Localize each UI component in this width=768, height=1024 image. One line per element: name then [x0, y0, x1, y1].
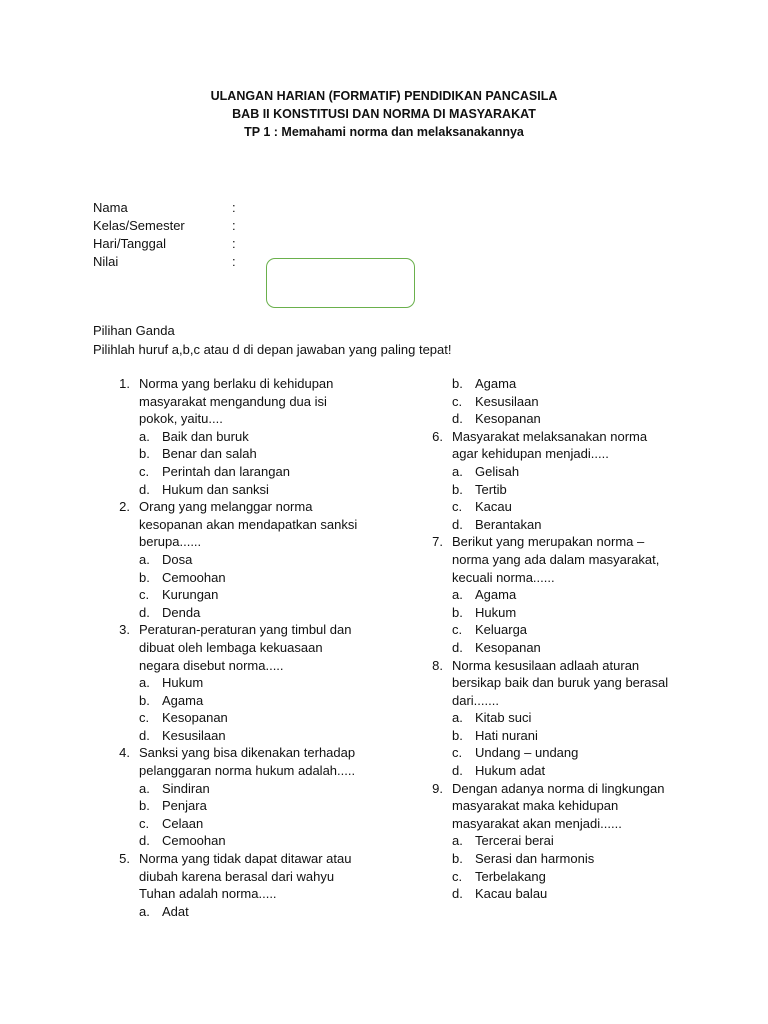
option-text: Benar dan salah: [162, 446, 257, 462]
option-text: Berantakan: [475, 516, 542, 532]
option-letter: d.: [452, 516, 463, 532]
question-continuation: [108, 868, 368, 886]
question-text: agar kehidupan menjadi.....: [452, 446, 609, 462]
answer-option: [108, 569, 368, 587]
info-colon: :: [232, 236, 236, 251]
option-letter: d.: [139, 481, 150, 497]
info-label: Nilai: [93, 254, 119, 269]
answer-option: [108, 604, 368, 622]
question-number: 1.: [119, 376, 130, 391]
answer-option: [421, 463, 691, 481]
option-text: Celaan: [162, 815, 204, 831]
option-text: Keluarga: [475, 622, 528, 638]
option-text: Kesopanan: [162, 710, 228, 726]
answer-option: [421, 639, 691, 657]
option-letter: b.: [452, 727, 463, 743]
option-text: Dosa: [162, 551, 193, 567]
questions-right-column: [421, 375, 691, 903]
question-continuation: [108, 885, 368, 903]
answer-option: [421, 604, 691, 622]
answer-option: [108, 709, 368, 727]
option-letter: b.: [452, 851, 463, 867]
header-objective: TP 1 : Memahami norma dan melaksanakannya: [244, 125, 524, 139]
question-line: [421, 428, 691, 446]
answer-option: [421, 498, 691, 516]
answer-option: [108, 815, 368, 833]
option-text: Agama: [162, 692, 204, 708]
option-letter: d.: [139, 833, 150, 849]
question-continuation: [108, 762, 368, 780]
question-continuation: [421, 674, 691, 692]
option-letter: c.: [139, 710, 150, 726]
option-text: Kacau: [475, 499, 512, 515]
question-text: masyarakat mengandung dua isi: [139, 393, 327, 409]
option-text: Kesusilaan: [162, 727, 226, 743]
info-colon: :: [232, 200, 236, 215]
section-instruction: Pilihlah huruf a,b,c atau d di depan jawaban yang paling tepat!: [93, 342, 452, 357]
option-letter: c.: [452, 622, 463, 638]
question-text: Orang yang melanggar norma: [139, 499, 313, 515]
option-text: Perintah dan larangan: [162, 463, 290, 479]
option-text: Hukum dan sanksi: [162, 481, 269, 497]
option-letter: b.: [139, 569, 150, 585]
question-text: pokok, yaitu....: [139, 411, 223, 427]
option-text: Agama: [475, 587, 517, 603]
question-text: Norma kesusilaan adlaah aturan: [452, 657, 640, 673]
info-label: Kelas/Semester: [93, 218, 185, 233]
option-text: Cemoohan: [162, 833, 226, 849]
answer-option: [108, 463, 368, 481]
answer-option: [421, 885, 691, 903]
question-continuation: [108, 657, 368, 675]
option-letter: a.: [452, 710, 463, 726]
question-continuation: [421, 797, 691, 815]
question-text: Sanksi yang bisa dikenakan terhadap: [139, 745, 356, 761]
question-text: Masyarakat melaksanakan norma: [452, 428, 648, 444]
answer-option: [108, 481, 368, 499]
section-intro: [93, 321, 451, 359]
option-text: Kacau balau: [475, 886, 548, 902]
option-letter: b.: [452, 604, 463, 620]
section-title: Pilihan Ganda: [93, 323, 175, 338]
option-letter: c.: [452, 868, 463, 884]
question-continuation: [421, 692, 691, 710]
question-line: [421, 780, 691, 798]
option-text: Undang – undang: [475, 745, 579, 761]
option-letter: a.: [139, 428, 150, 444]
question-continuation: [108, 533, 368, 551]
question-text: norma yang ada dalam masyarakat,: [452, 551, 660, 567]
question-continuation: [421, 445, 691, 463]
question-number: 9.: [432, 780, 443, 796]
question-line: [108, 498, 368, 516]
question-continuation: [108, 516, 368, 534]
question-text: pelanggaran norma hukum adalah.....: [139, 763, 356, 779]
info-label: Hari/Tanggal: [93, 236, 166, 251]
option-letter: d.: [452, 411, 463, 427]
answer-option: [421, 621, 691, 639]
question-text: masyarakat akan menjadi......: [452, 815, 622, 831]
option-letter: a.: [452, 833, 463, 849]
option-letter: a.: [452, 587, 463, 603]
option-text: Gelisah: [475, 463, 520, 479]
option-text: Hukum adat: [475, 763, 546, 779]
question-line: [421, 657, 691, 675]
answer-option: [421, 727, 691, 745]
option-letter: d.: [452, 639, 463, 655]
question-text: diubah karena berasal dari wahyu: [139, 868, 335, 884]
answer-option: [421, 709, 691, 727]
option-text: Terbelakang: [475, 868, 546, 884]
option-letter: d.: [452, 763, 463, 779]
option-letter: c.: [139, 815, 150, 831]
answer-option: [108, 551, 368, 569]
question-text: negara disebut norma.....: [139, 657, 284, 673]
document-header: [0, 87, 768, 141]
option-text: Serasi dan harmonis: [475, 851, 595, 867]
option-letter: a.: [139, 675, 150, 691]
option-text: Cemoohan: [162, 569, 226, 585]
answer-option: [421, 868, 691, 886]
question-text: Norma yang berlaku di kehidupan: [139, 376, 334, 391]
option-letter: c.: [452, 499, 463, 515]
question-text: Dengan adanya norma di lingkungan: [452, 780, 665, 796]
question-number: 7.: [432, 534, 443, 550]
option-letter: b.: [452, 376, 463, 391]
questions-left-column: [108, 375, 368, 920]
option-text: Tercerai berai: [475, 833, 554, 849]
question-continuation: [421, 569, 691, 587]
option-text: Kitab suci: [475, 710, 532, 726]
answer-option: [108, 428, 368, 446]
answer-option: [108, 832, 368, 850]
question-line: [108, 744, 368, 762]
answer-option: [421, 410, 691, 428]
option-text: Hukum: [162, 675, 204, 691]
info-colon: :: [232, 254, 236, 269]
answer-option: [421, 393, 691, 411]
question-text: Tuhan adalah norma.....: [139, 886, 277, 902]
answer-option: [108, 445, 368, 463]
answer-option: [108, 692, 368, 710]
question-continuation: [108, 639, 368, 657]
option-letter: a.: [139, 551, 150, 567]
option-text: Hukum: [475, 604, 517, 620]
answer-option: [108, 586, 368, 604]
option-text: Sindiran: [162, 780, 210, 796]
option-letter: b.: [139, 446, 150, 462]
option-letter: c.: [452, 745, 463, 761]
option-text: Denda: [162, 604, 201, 620]
question-continuation: [421, 551, 691, 569]
option-letter: b.: [139, 692, 150, 708]
option-text: Kurungan: [162, 587, 219, 603]
question-line: [108, 621, 368, 639]
option-text: Penjara: [162, 798, 207, 814]
question-text: Peraturan-peraturan yang timbul dan: [139, 622, 352, 638]
option-letter: a.: [139, 780, 150, 796]
question-text: bersikap baik dan buruk yang berasal: [452, 675, 669, 691]
option-text: Tertib: [475, 481, 507, 497]
option-letter: b.: [452, 481, 463, 497]
question-continuation: [421, 815, 691, 833]
option-letter: c.: [139, 587, 150, 603]
option-letter: d.: [139, 727, 150, 743]
answer-option: [421, 586, 691, 604]
score-box: [266, 258, 415, 308]
option-letter: c.: [452, 393, 463, 409]
question-line: [108, 850, 368, 868]
question-line: [108, 375, 368, 393]
option-letter: a.: [139, 903, 150, 919]
question-number: 8.: [432, 657, 443, 673]
question-text: Norma yang tidak dapat ditawar atau: [139, 851, 352, 867]
question-text: berupa......: [139, 534, 202, 550]
answer-option: [108, 903, 368, 921]
question-continuation: [108, 393, 368, 411]
answer-option: [108, 674, 368, 692]
answer-option: [421, 516, 691, 534]
question-number: 3.: [119, 622, 130, 638]
question-text: kesopanan akan mendapatkan sanksi: [139, 516, 358, 532]
answer-option: [421, 375, 691, 393]
info-label: Nama: [93, 200, 128, 215]
answer-option: [421, 744, 691, 762]
question-text: dari.......: [452, 692, 499, 708]
answer-option: [108, 780, 368, 798]
header-title: ULANGAN HARIAN (FORMATIF) PENDIDIKAN PANCASILA: [210, 89, 558, 103]
option-letter: a.: [452, 463, 463, 479]
question-text: masyarakat maka kehidupan: [452, 798, 619, 814]
option-text: Kesopanan: [475, 639, 541, 655]
option-text: Hati nurani: [475, 727, 538, 743]
question-text: dibuat oleh lembaga kekuasaan: [139, 639, 323, 655]
option-text: Baik dan buruk: [162, 428, 249, 444]
option-letter: d.: [452, 886, 463, 902]
option-letter: c.: [139, 463, 150, 479]
option-text: Kesopanan: [475, 411, 541, 427]
option-text: Kesusilaan: [475, 393, 539, 409]
question-text: Berikut yang merupakan norma –: [452, 534, 645, 550]
question-number: 5.: [119, 851, 130, 867]
answer-option: [421, 850, 691, 868]
question-line: [421, 533, 691, 551]
answer-option: [108, 797, 368, 815]
answer-option: [421, 481, 691, 499]
answer-option: [421, 762, 691, 780]
option-letter: d.: [139, 604, 150, 620]
question-text: kecuali norma......: [452, 569, 555, 585]
option-text: Adat: [162, 903, 189, 919]
question-continuation: [108, 410, 368, 428]
question-number: 2.: [119, 499, 130, 515]
option-text: Agama: [475, 376, 517, 391]
answer-option: [421, 832, 691, 850]
answer-option: [108, 727, 368, 745]
question-number: 4.: [119, 745, 130, 761]
header-chapter: BAB II KONSTITUSI DAN NORMA DI MASYARAKAT: [232, 107, 536, 121]
option-letter: b.: [139, 798, 150, 814]
info-colon: :: [232, 218, 236, 233]
question-number: 6.: [432, 428, 443, 444]
